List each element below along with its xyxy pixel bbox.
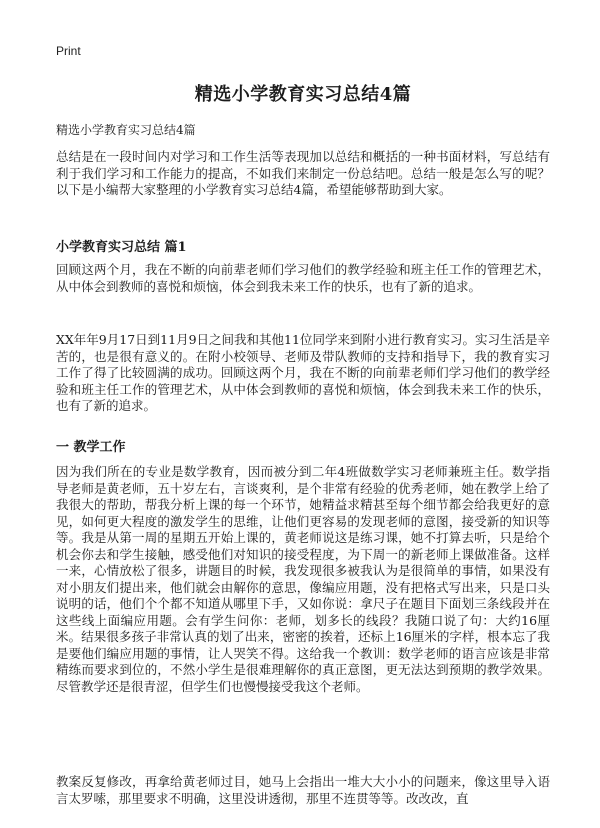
section2-paragraph-1: 因为我们所在的专业是数学教育，因而被分到二年4班做数学实习老师兼班主任。数学指导老师是黄老师，五十岁左右，言谈爽利，是个非常有经验的优秀老师，她在教学上给了我很大的帮助，帮我分析上课的每一个环节，她精益求精甚至每个细节都会给我更好的意见，如何更大程度的激发学生的思维，让他们更容易的发现老师的意图，接受新的知识等等。我是从第一周的星期五开始上课的，黄老师说这是练习课，她不打算去听，只是给个机会你去和学生接触，感受他们对知识的接受程度，为下周一的新老师上课做准备。这样一来，心情放松了很多，讲题目的时候，我发现很多被我认为是很简单的事情，如果没有对小朋友们提出来，他们就会由解你的意思，像编应用题，没有把格式写出来，只是口头说明的话，他们个个都不知道从哪里下手，又如你说：拿尺子在题目下面划三条线段并在这些线上面编应用题。会有学生问你：老师，划多长的线段？我随口说了句：大约16厘米。结果很多孩子非常认真的划了出来，密密的挨着，还标上16厘米的字样，根本忘了我是要他们编应用题的事情，让人哭笑不得。这给我一个教训：数学老师的语言应该是非常精练而要求到位的，不然小学生是很难理解你的真正意图，更无法达到预期的教学效果。尽管教学还是很青涩，但学生们也慢慢接受我这个老师。	[56, 464, 550, 694]
section1-paragraph-2: XX年年9月17日到11月9日之间我和其他11位同学来到附小进行教育实习。实习生活是辛苦的，也是很有意义的。在附小校领导、老师及带队教师的支持和指导下，我的教育实习工作了得了比较圆满的成功。回顾这两个月，我在不断的向前辈老师们学习他们的教学经验和班主任工作的管理艺术，从中体会到教师的喜悦和烦恼，体会到我未来工作的快乐，也有了新的追求。	[56, 332, 550, 413]
document-title: 精选小学教育实习总结4篇	[194, 84, 412, 105]
section2-paragraph-2: 教案反复修改，再拿给黄老师过目，她马上会指出一堆大大小小的问题来，像这里导入语言太罗嗦，那里要求不明确，这里没讲透彻，那里不连贯等等。改改改，直	[56, 774, 550, 806]
section1-paragraph-1: 回顾这两个月，我在不断的向前辈老师们学习他们的教学经验和班主任工作的管理艺术，从中体会到教师的喜悦和烦恼，体会到我未来工作的快乐，也有了新的追求。	[56, 262, 550, 294]
section1-heading: 小学教育实习总结 篇1	[56, 240, 187, 255]
section2-heading: 一 教学工作	[56, 440, 126, 455]
print-link[interactable]: Print	[56, 44, 81, 58]
document-subtitle: 精选小学教育实习总结4篇	[56, 123, 196, 137]
intro-paragraph: 总结是在一段时间内对学习和工作生活等表现加以总结和概括的一种书面材料，写总结有利于我们学习和工作能力的提高，不如我们来制定一份总结吧。总结一般是怎么写的呢？以下是小编帮大家整理的小学教育实习总结4篇，希望能够帮助到大家。	[56, 149, 550, 197]
